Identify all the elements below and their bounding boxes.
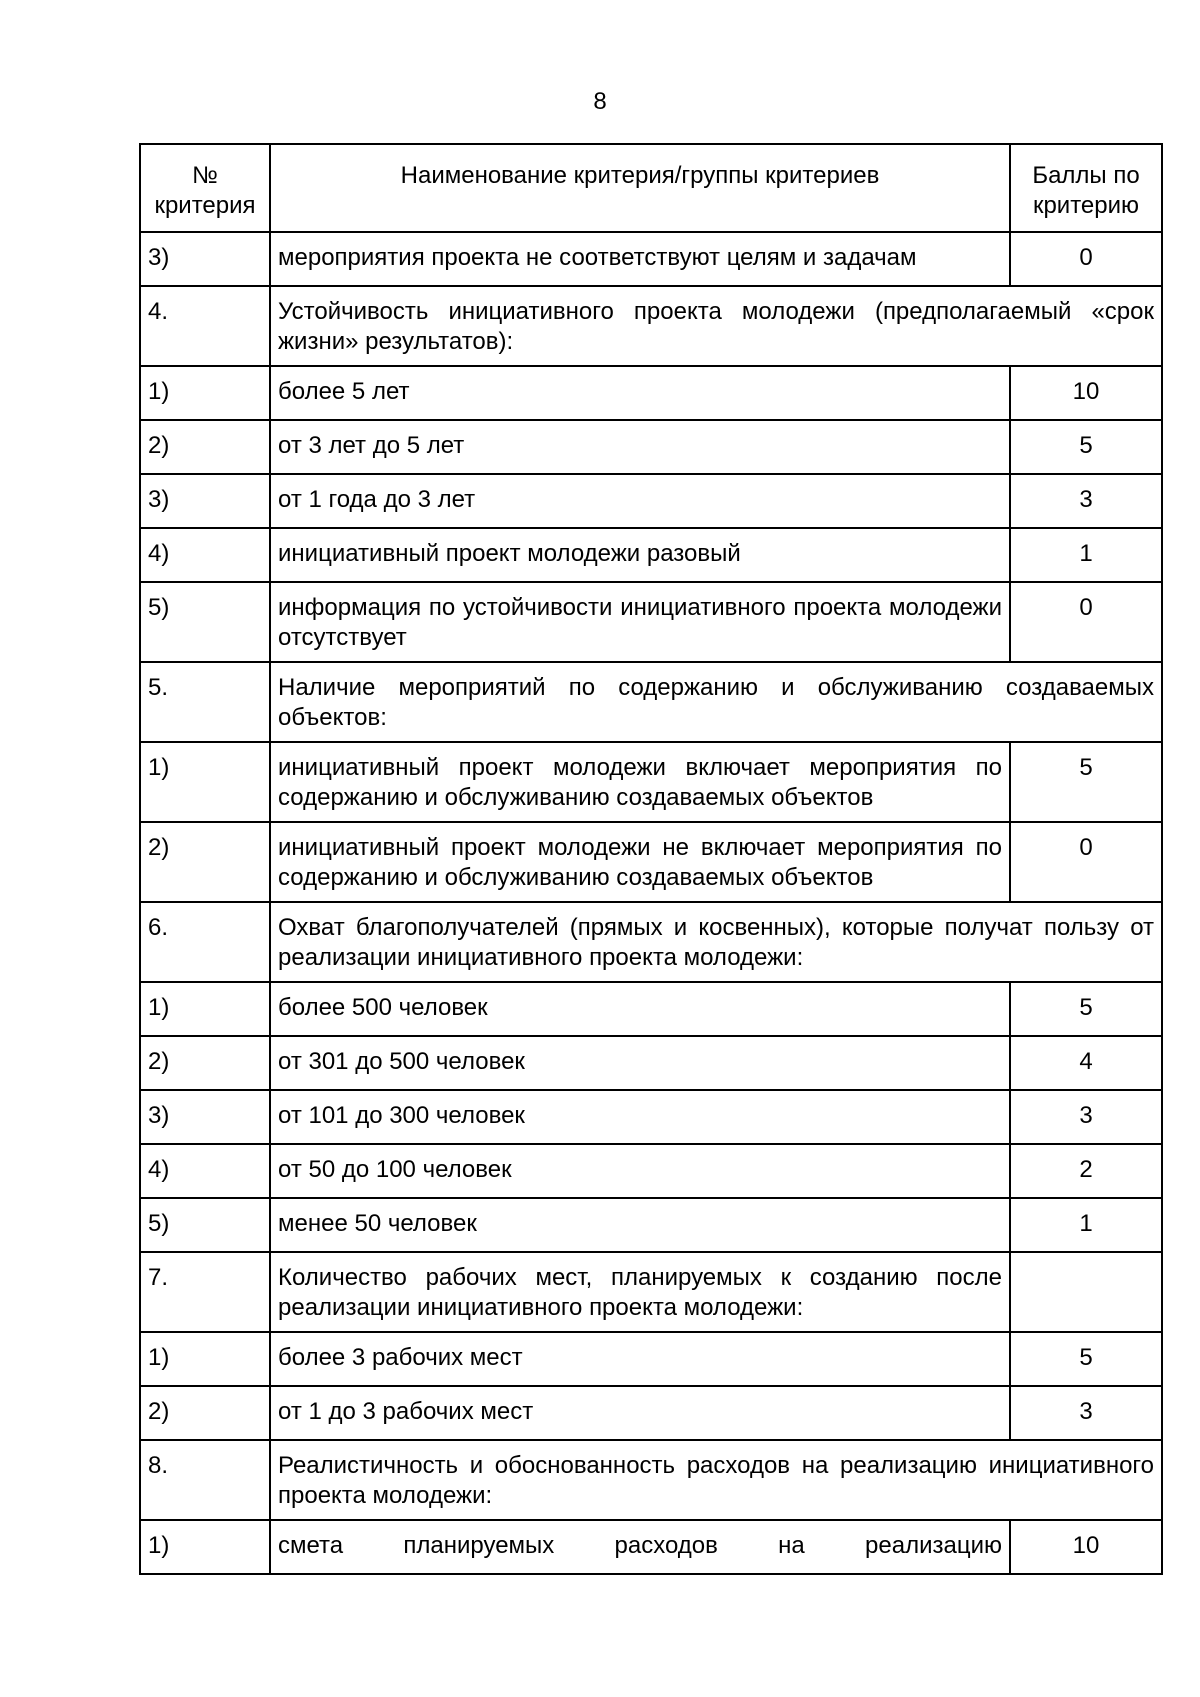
table-row <box>140 582 1162 662</box>
table-row <box>140 1332 1162 1386</box>
row-number: 2) <box>140 1036 270 1090</box>
row-number: 8. <box>140 1440 270 1520</box>
row-points: 3 <box>1010 474 1162 528</box>
row-number: 1) <box>140 1332 270 1386</box>
row-name: мероприятия проекта не соответствуют целям и задачам <box>270 232 1010 286</box>
table-row <box>140 1520 1162 1574</box>
row-number: 2) <box>140 420 270 474</box>
row-name: от 50 до 100 человек <box>270 1144 1010 1198</box>
table-row <box>140 366 1162 420</box>
table-group-row <box>140 1440 1162 1520</box>
row-name: смета планируемых расходов на реализацию <box>270 1520 1010 1574</box>
table-row <box>140 1144 1162 1198</box>
row-name: более 5 лет <box>270 366 1010 420</box>
row-number: 2) <box>140 822 270 902</box>
row-number: 3) <box>140 1090 270 1144</box>
row-name: инициативный проект молодежи не включает мероприятия по содержанию и обслуживанию создаваемых объектов <box>270 822 1010 902</box>
row-name: инициативный проект молодежи разовый <box>270 528 1010 582</box>
row-points: 0 <box>1010 822 1162 902</box>
row-number: 1) <box>140 982 270 1036</box>
page-number: 8 <box>593 88 607 115</box>
table-row <box>140 822 1162 902</box>
row-points: 0 <box>1010 582 1162 662</box>
row-number: 3) <box>140 474 270 528</box>
row-points: 1 <box>1010 1198 1162 1252</box>
row-points: 10 <box>1010 366 1162 420</box>
table-row <box>140 1386 1162 1440</box>
row-name: менее 50 человек <box>270 1198 1010 1252</box>
table-row <box>140 528 1162 582</box>
header-name: Наименование критерия/группы критериев <box>270 144 1010 232</box>
row-name: Наличие мероприятий по содержанию и обслуживанию создаваемых объектов: <box>270 662 1162 742</box>
row-name: от 1 года до 3 лет <box>270 474 1010 528</box>
table-row <box>140 1036 1162 1090</box>
row-points: 1 <box>1010 528 1162 582</box>
row-name: Реалистичность и обоснованность расходов на реализацию инициативного проекта молодежи: <box>270 1440 1162 1520</box>
row-name: от 101 до 300 человек <box>270 1090 1010 1144</box>
row-name: от 3 лет до 5 лет <box>270 420 1010 474</box>
row-name: от 1 до 3 рабочих мест <box>270 1386 1010 1440</box>
row-points: 5 <box>1010 1332 1162 1386</box>
row-number: 4) <box>140 528 270 582</box>
row-number: 1) <box>140 366 270 420</box>
row-points <box>1010 1252 1162 1332</box>
row-name: более 3 рабочих мест <box>270 1332 1010 1386</box>
table-row <box>140 1252 1162 1332</box>
row-number: 5) <box>140 582 270 662</box>
row-name: от 301 до 500 человек <box>270 1036 1010 1090</box>
row-points: 10 <box>1010 1520 1162 1574</box>
row-number: 1) <box>140 742 270 822</box>
table-group-row <box>140 662 1162 742</box>
row-number: 4. <box>140 286 270 366</box>
table-group-row <box>140 902 1162 982</box>
row-name: Количество рабочих мест, планируемых к созданию после реализации инициативного проекта молодежи: <box>270 1252 1010 1332</box>
row-points: 3 <box>1010 1386 1162 1440</box>
row-number: 7. <box>140 1252 270 1332</box>
table-row <box>140 1090 1162 1144</box>
row-number: 1) <box>140 1520 270 1574</box>
row-points: 3 <box>1010 1090 1162 1144</box>
row-points: 4 <box>1010 1036 1162 1090</box>
table-row <box>140 232 1162 286</box>
table-header-row <box>140 144 1162 232</box>
row-number: 2) <box>140 1386 270 1440</box>
row-number: 5) <box>140 1198 270 1252</box>
row-number: 4) <box>140 1144 270 1198</box>
criteria-table <box>139 143 1163 1575</box>
row-points: 5 <box>1010 742 1162 822</box>
row-number: 5. <box>140 662 270 742</box>
table-row <box>140 982 1162 1036</box>
row-points: 5 <box>1010 420 1162 474</box>
row-name: более 500 человек <box>270 982 1010 1036</box>
header-number: № критерия <box>140 144 270 232</box>
row-name: Охват благополучателей (прямых и косвенных), которые получат пользу от реализации инициативного проекта молодежи: <box>270 902 1162 982</box>
table-row <box>140 1198 1162 1252</box>
row-points: 5 <box>1010 982 1162 1036</box>
table-row <box>140 474 1162 528</box>
table-row <box>140 420 1162 474</box>
table-row <box>140 742 1162 822</box>
table-group-row <box>140 286 1162 366</box>
row-points: 0 <box>1010 232 1162 286</box>
row-number: 6. <box>140 902 270 982</box>
header-points: Баллы по критерию <box>1010 144 1162 232</box>
row-name: Устойчивость инициативного проекта молодежи (предполагаемый «срок жизни» результатов): <box>270 286 1162 366</box>
row-name: инициативный проект молодежи включает мероприятия по содержанию и обслуживанию создаваемых объектов <box>270 742 1010 822</box>
row-points: 2 <box>1010 1144 1162 1198</box>
row-number: 3) <box>140 232 270 286</box>
row-name: информация по устойчивости инициативного проекта молодежи отсутствует <box>270 582 1010 662</box>
